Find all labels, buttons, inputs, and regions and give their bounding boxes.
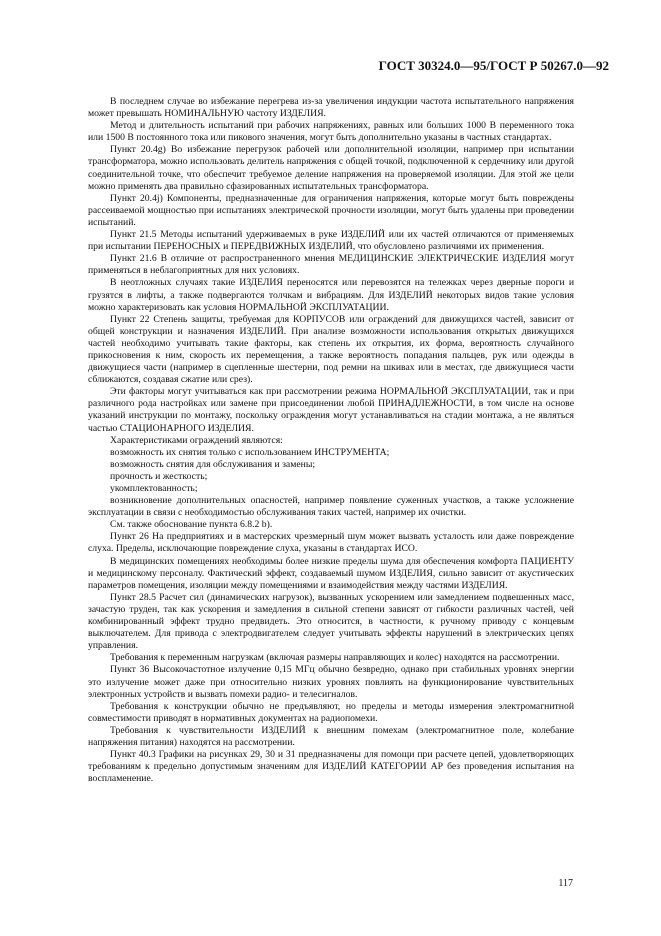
paragraph: возможность снятия для обслуживания и замены; <box>110 458 316 470</box>
paragraph: Требования к конструкции обычно не предъявляют, но пределы и методы измерения электромагнитной совместимости приводят в нормативных документах на радиопомехи. <box>88 700 574 724</box>
paragraph: Метод и длительность испытаний при рабочих напряжениях, равных или больших 1000 В переменного тока или 1500 В постоянного тока или пикового значения, могут быть дополнительно указаны в частных стандартах. <box>88 120 574 144</box>
paragraph: Пункт 28.5 Расчет сил (динамических нагрузок), вызванных ускорением или замедлением подвешенных масс, зачастую труден, так как ускорения и замедления в сильной степени зависят от гибкости различных частей, чей комбинированный эффект трудно предвидеть. Это относится, в частности, к ручному приводу с концевым выключателем. Для привода с электродвигателем следует учитывать эффекты нарушений в электрических цепях управления. <box>88 591 574 652</box>
paragraph: Требования к чувствительности ИЗДЕЛИЙ к внешним помехам (электромагнитное поле, колебание напряжения питания) находятся на рассмотрении. <box>88 724 574 748</box>
paragraph: прочность и жесткость; <box>110 470 208 482</box>
paragraph: Пункт 21.5 Методы испытаний удерживаемых в руке ИЗДЕЛИЙ или их частей отличаются от применяемых при испытании ПЕРЕНОСНЫХ и ПЕРЕДВИЖНЫХ ИЗДЕЛИЙ, что обусловлено различиями их применения. <box>88 229 574 253</box>
paragraph: Характеристиками ограждений являются: <box>110 434 283 446</box>
paragraph: возникновение дополнительных опасностей, например появление суженных участков, а также усложнение эксплуатации в связи с необходимостью обслуживания таких частей, например их очистки. <box>88 495 574 519</box>
paragraph: Эти факторы могут учитываться как при рассмотрении режима НОРМАЛЬНОЙ ЭКСПЛУАТАЦИИ, так и при различного рода настройках или замене при присоединении любой ПРИНАДЛЕЖНОСТИ, в том числе на основе указаний инструкции по монтажу, поскольку ограждения могут устанавливаться на стадии монтажа, а не являться частью СТАЦИОНАРНОГО ИЗДЕЛИЯ. <box>88 386 574 434</box>
paragraph: возможность их снятия только с использованием ИНСТРУМЕНТА; <box>110 446 390 458</box>
page-number: 117 <box>558 878 573 889</box>
paragraph: В последнем случае во избежание перегрева из-за увеличения индукции частота испытательного напряжения может превышать НОМИНАЛЬНУЮ частоту ИЗДЕЛИЯ. <box>88 96 574 120</box>
paragraph: В медицинских помещениях необходимы более низкие пределы шума для обеспечения комфорта ПАЦИЕНТУ и медицинскому персоналу. Фактический эффект, создаваемый шумом ИЗДЕЛИЯ, сильно зависит от акустических параметров помещения, изоляции между помещениями и взаимодействия между частями ИЗДЕЛИЯ. <box>88 555 574 591</box>
document-body <box>88 96 574 785</box>
paragraph: Требования к переменным нагрузкам (включая размеры направляющих и колес) находятся на рассмотрении. <box>110 652 560 664</box>
paragraph: Пункт 20.4g) Во избежание перегрузок рабочей или дополнительной изоляции, например при испытании трансформатора, можно использовать делитель напряжения с общей точкой, подключенной к сердечнику или другой соединительной точке, что обеспечит требуемое деление напряжения на проверяемой изоляции. Для этой же цели можно применять два правильно сфазированных испытательных трансформатора. <box>88 144 574 192</box>
paragraph: Пункт 36 Высокочастотное излучение 0,15 МГц обычно безвредно, однако при стабильных уровнях энергии это излучение может даже при относительно низких уровнях повлиять на функционирование чувствительных электронных устройств и вызвать помехи радио- и телесигналов. <box>88 664 574 700</box>
paragraph: укомплектованность; <box>110 483 198 494</box>
paragraph: Пункт 26 На предприятиях и в мастерских чрезмерный шум может вызвать усталость или даже повреждение слуха. Пределы, исключающие повреждение слуха, указаны в стандартах ИСО. <box>88 531 574 555</box>
paragraph: Пункт 40.3 Графики на рисунках 29, 30 и 31 предназначены для помощи при расчете цепей, удовлетворяющих требованиям к предельно допустимым значениям для ИЗДЕЛИЙ КАТЕГОРИИ АР без проведения испытания на воспламенение. <box>88 749 574 785</box>
paragraph: Пункт 21.6 В отличие от распространенного мнения МЕДИЦИНСКИЕ ЭЛЕКТРИЧЕСКИЕ ИЗДЕЛИЯ могут применяться в неблагоприятных для них условиях. <box>88 253 574 277</box>
document-header: ГОСТ 30324.0—95/ГОСТ Р 50267.0—92 <box>378 58 609 73</box>
paragraph: Пункт 20.4j) Компоненты, предназначенные для ограничения напряжения, которые могут быть повреждены рассеиваемой мощностью при испытаниях электрической прочности изоляции, могут быть удалены при проведении испытаний. <box>88 192 574 228</box>
paragraph: См. также обоснование пункта 6.8.2 b). <box>110 519 273 531</box>
paragraph: В неотложных случаях такие ИЗДЕЛИЯ переносятся или перевозятся на тележках через дверные пороги и грузятся в лифты, а также подвергаются толчкам и вибрациям. Для ИЗДЕЛИЙ некоторых видов такие условия можно характеризовать как условия НОРМАЛЬНОЙ ЭКСПЛУАТАЦИИ. <box>88 277 574 313</box>
paragraph: Пункт 22 Степень защиты, требуемая для КОРПУСОВ или ограждений для движущихся частей, зависит от общей конструкции и назначения ИЗДЕЛИЙ. При анализе возможности использования открытых движущихся частей необходимо учитывать такие факторы, как степень их открытия, их форма, вероятность случайного прикосновения к ним, скорость их перемещения, а также вероятность попадания пальцев, рук или одежды в движущиеся части (например в сцепленные шестерни, под ремни на шкивах или в местах, где движущиеся части сближаются, создавая сжатие или срез). <box>88 313 574 386</box>
